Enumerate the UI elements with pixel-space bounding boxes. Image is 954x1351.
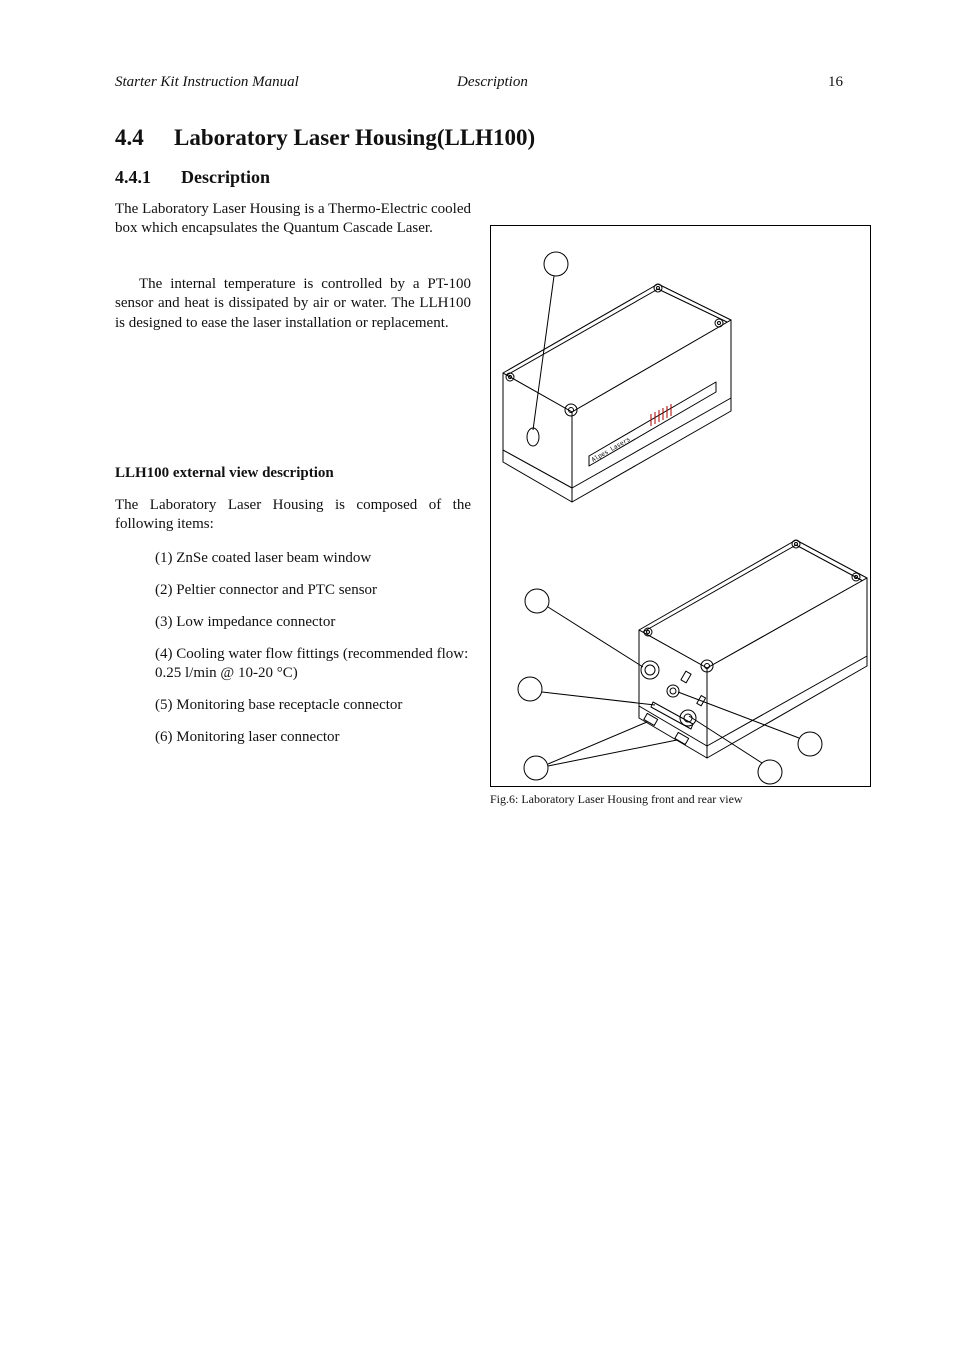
brand-label: Alpes Lasers <box>590 435 632 464</box>
callout-1 <box>544 252 568 276</box>
rear-view-box <box>639 540 867 758</box>
callout-2 <box>525 589 549 613</box>
running-header <box>115 74 843 94</box>
section-heading <box>115 125 535 151</box>
subsection-number: 4.4.1 <box>115 167 151 187</box>
list-item: (2) Peltier connector and PTC sensor <box>155 581 378 598</box>
callout-4 <box>524 756 548 780</box>
page-number: 16 <box>828 74 843 90</box>
paragraph-intro: The Laboratory Laser Housing is a Thermo-Electric cooled box which encapsulates the Quantum Cascade Laser. <box>115 201 471 237</box>
header-manual-title: Starter Kit Instruction Manual <box>115 74 299 90</box>
callout-5 <box>798 732 822 756</box>
section-number: 4.4 <box>115 125 144 150</box>
section-title: Laboratory Laser Housing(LLH100) <box>174 125 536 150</box>
callout-6 <box>758 760 782 784</box>
subsection-title: Description <box>181 167 270 187</box>
housing-figure <box>490 225 871 787</box>
housing-drawing <box>491 226 872 788</box>
list-item: (3) Low impedance connector <box>155 613 336 630</box>
subsection-heading <box>115 167 270 188</box>
front-view-box <box>503 284 731 502</box>
header-chapter: Description <box>457 74 528 90</box>
item-list <box>155 549 473 760</box>
list-item: (6) Monitoring laser connector <box>155 728 340 745</box>
callout-3 <box>518 677 542 701</box>
list-item: (5) Monitoring base receptacle connector <box>155 696 403 713</box>
list-item: (4) Cooling water flow fittings (recommended flow: 0.25 l/min @ 10-20 °C) <box>155 645 469 681</box>
paragraph-temperature: The internal temperature is controlled by a PT-100 sensor and heat is dissipated by air or water. The LLH100 is designed to ease the laser installation or replacement. <box>115 276 471 331</box>
list-item: (1) ZnSe coated laser beam window <box>155 550 372 566</box>
figure-caption: Fig.6: Laboratory Laser Housing front and rear view <box>490 792 743 806</box>
external-view-heading: LLH100 external view description <box>115 465 334 481</box>
external-view-intro: The Laboratory Laser Housing is composed of the following items: <box>115 497 471 533</box>
